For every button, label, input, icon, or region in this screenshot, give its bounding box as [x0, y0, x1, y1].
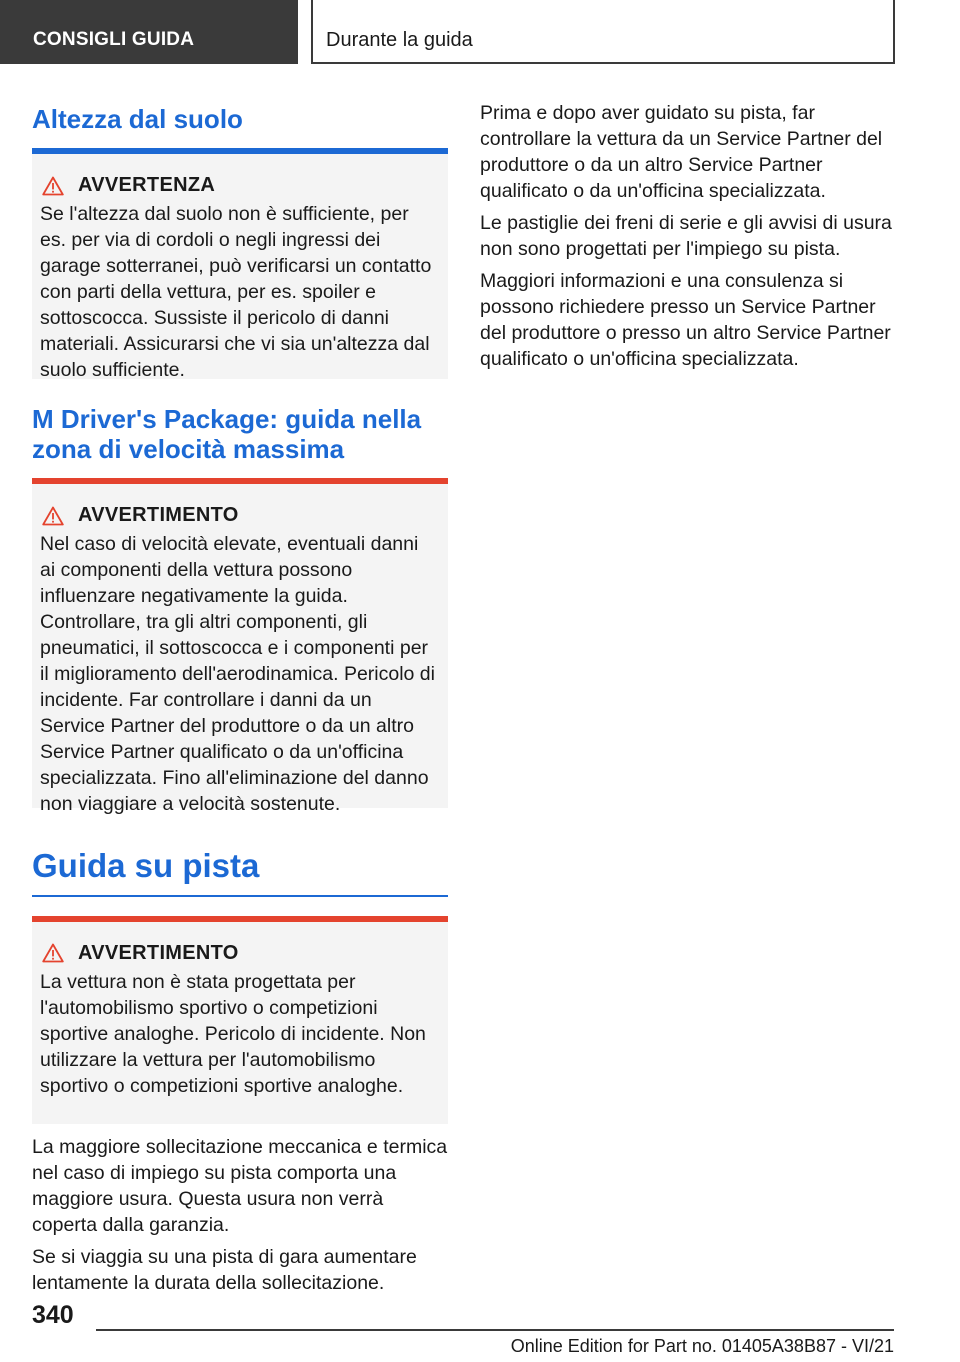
track-driving-body: [32, 1134, 448, 1296]
track-driving-heading: Guida su pista: [32, 847, 260, 884]
warning-box-ground-clearance: [32, 154, 448, 379]
body-paragraph: Prima e dopo aver guidato su pista, far controllare la vettura da un Service Partner del produttore o da un altro Service Partner qualificato o da un'officina specializzata.: [480, 102, 883, 202]
body-paragraph: Se si viaggia su una pista di gara aumentare lentamente la durata della sollecitazione.: [32, 1245, 417, 1294]
right-column: [480, 100, 896, 372]
section-title: Durante la guida: [326, 29, 473, 51]
ground-clearance-heading: Altezza dal suolo: [32, 104, 243, 134]
warning-text: Se l'altezza dal suolo non è sufficiente, per es. per via di cordoli o negli ingressi dei garage sotterranei, può verificarsi un contatto con parti della vettura, per es. spoiler e sottoscocca. Sussiste il pericolo di danni materiali. Assicurarsi che vi sia un'altezza dal suolo sufficiente.: [40, 203, 432, 381]
chapter-tab: [0, 0, 298, 64]
warning-header: [40, 942, 438, 965]
body-paragraph: La maggiore sollecitazione meccanica e termica nel caso di impiego su pista comporta una maggiore usura. Questa usura non verrà coperta dalla garanzia.: [32, 1135, 448, 1236]
warning-triangle-icon: [42, 943, 64, 963]
body-paragraph: Le pastiglie dei freni di serie e gli avvisi di usura non sono progettati per l'impiego su pista.: [480, 212, 892, 260]
warning-triangle-icon: [42, 506, 64, 526]
warning-header: [40, 504, 438, 527]
body-paragraph: Maggiori informazioni e una consulenza si possono richiedere presso un Service Partner del produttore o presso un altro Service Partner qualificato o un'officina specializzata.: [480, 270, 891, 370]
footer-rule: [96, 1329, 894, 1331]
warning-triangle-icon: [42, 176, 64, 196]
page-number: 340: [32, 1301, 74, 1329]
warning-text: Nel caso di velocità elevate, eventuali danni ai componenti della vettura possono influenzare negativamente la guida. Controllare, tra gli altri componenti, gli pneumatici, il sottoscocca e i componenti per il miglioramento dell'aerodinamica. Pericolo di incidente. Far controllare i danni da un Service Partner del produttore o da un altro Service Partner qualificato o da un'officina specializzata. Fino all'eliminazione del danno non viaggiare a velocità sostenute.: [40, 533, 435, 815]
warning-title: AVVERTENZA: [78, 174, 216, 196]
chapter-title: CONSIGLI GUIDA: [33, 29, 195, 50]
warning-title: AVVERTIMENTO: [78, 504, 239, 526]
warning-text: La vettura non è stata progettata per l'automobilismo sportivo o competizioni sportive analoghe. Pericolo di incidente. Non utilizzare la vettura per l'automobilismo sportivo o competizioni sportive analoghe.: [40, 970, 426, 1097]
section-header: [311, 0, 895, 64]
warning-title: AVVERTIMENTO: [78, 941, 239, 964]
m-drivers-package-heading: M Driver's Package: guida nella zona di velocità massima: [32, 404, 422, 464]
heading-underline: [32, 895, 448, 897]
warning-box-m-drivers-package: [32, 484, 448, 815]
warning-box-track-driving: [32, 922, 448, 1124]
warning-header: [40, 174, 438, 197]
left-column: [32, 100, 448, 1296]
edition-info: Online Edition for Part no. 01405A38B87 - VI/21: [510, 1336, 894, 1356]
